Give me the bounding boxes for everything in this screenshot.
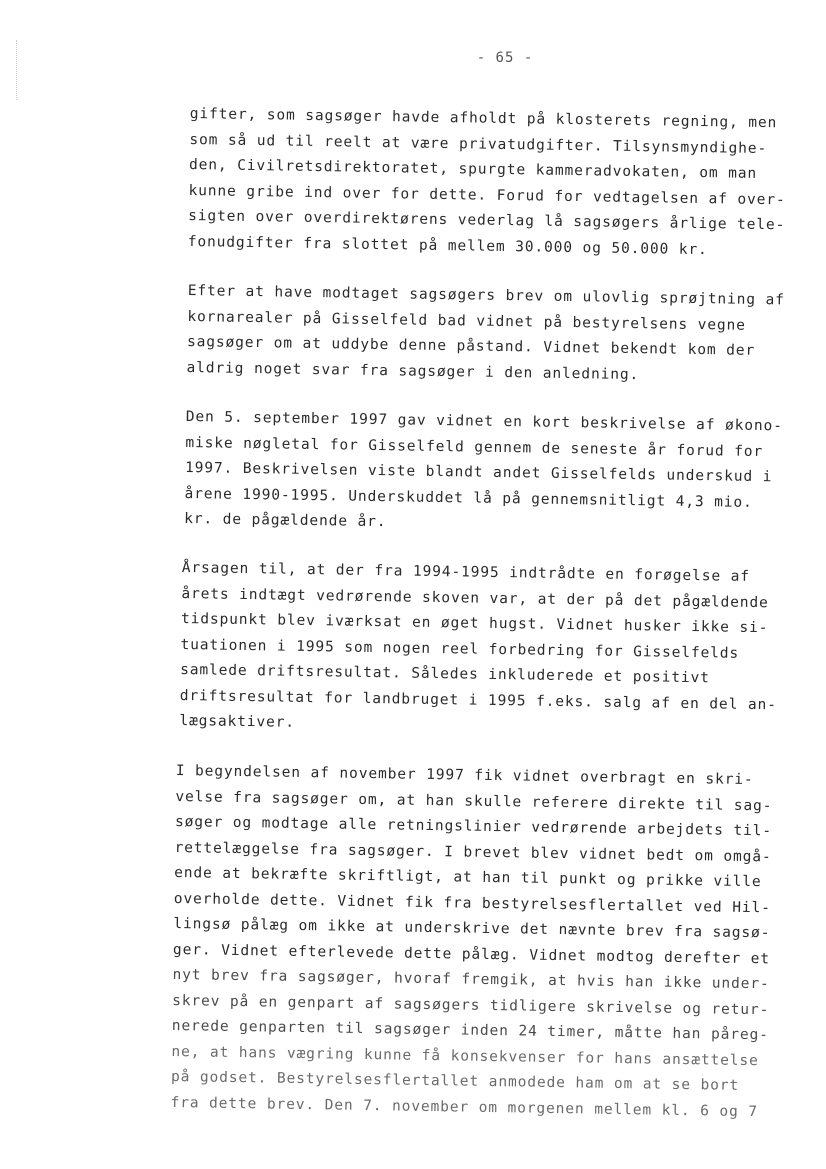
- paragraph-4: [179, 556, 779, 744]
- paragraph-3: [184, 405, 783, 542]
- text-line: Årsagen til, at der fra 1994-1995 indtrådte en forøgelse af: [181, 559, 751, 585]
- text-line: nyt brev fra sagsøger, hvoraf fremgik, at hvis han ikke under-: [172, 966, 770, 993]
- text-line: kr. de pågældende år.: [184, 510, 387, 531]
- paragraph-1: [188, 102, 787, 264]
- text-line: ger. Vidnet efterlevede dette pålæg. Vidnet modtog derefter et: [172, 941, 771, 967]
- scan-margin-marks: [16, 40, 23, 100]
- text-line: nerede genparten til sagsøger inden 24 timer, måtte han påreg-: [171, 1017, 769, 1044]
- text-line: sigten over overdirektørens vederlag lå sagsøgers årlige tele-: [188, 207, 786, 234]
- text-line: kornarealer på Gisselfeld bad vidnet på bestyrelsens vegne: [187, 308, 746, 334]
- text-line: rettelæggelse fra sagsøger. I brevet blev vidnet bedt om omgå-: [174, 839, 772, 865]
- text-line: 1997. Beskrivelsen viste blandt andet Gisselfelds underskud i: [184, 459, 773, 486]
- text-line: velse fra sagsøger om, at han skulle referere direkte til sag-: [175, 788, 773, 814]
- text-line: aldrig noget svar fra sagsøger i den anledning.: [186, 359, 640, 383]
- text-line: skrev på en genpart af sagsøgers tidligere skrivelse og retur-: [172, 992, 770, 1018]
- text-line: miske nøgletal for Gisselfeld gennem de seneste år forud for: [185, 434, 764, 460]
- text-line: lingsø pålæg om ikke at underskrive det nævnte brev fra sagsø-: [173, 915, 771, 942]
- text-line: Efter at have modtaget sagsøgers brev om ulovlig sprøjtning af: [187, 282, 785, 309]
- text-line: sagsøger om at uddybe denne påstand. Vidnet bekendt kom der: [186, 333, 756, 359]
- text-line: ende at bekræfte skriftligt, at han til punkt og prikke ville: [174, 864, 762, 891]
- text-line: lægsaktiver.: [179, 712, 296, 731]
- text-line: ne, at hans vægring kunne få konsekvenser for hans ansættelse: [171, 1043, 759, 1069]
- text-line: samlede driftsresultat. Således inkluderede et positivt: [180, 661, 710, 687]
- page-number: - 65 -: [476, 50, 534, 66]
- text-line: søger og modtage alle retningslinier vedrørende arbejdets til-: [174, 813, 773, 840]
- text-line: I begyndelsen af november 1997 fik vidnet overbragt en skri-: [175, 762, 754, 789]
- text-line: driftsresultat for landbruget i 1995 f.eks. salg af en del an-: [179, 687, 777, 713]
- text-line: tidspunkt blev iværksat en øget hugst. Vidnet husker ikke si-: [180, 610, 769, 637]
- text-line: som så ud til reelt at være privatudgifter. Tilsynsmyndighe-: [189, 131, 768, 157]
- text-line: overholde dette. Vidnet fik fra bestyrelsesflertallet ved Hil-: [173, 890, 771, 916]
- text-line: årets indtægt vedrørende skoven var, at der på det pågældende: [181, 585, 769, 611]
- text-line: Den 5. september 1997 gav vidnet en kort beskrivelse af økono-: [185, 408, 783, 435]
- text-line: fonudgifter fra slottet på mellem 30.000 og 50.000 kr.: [187, 233, 708, 258]
- text-line: kunne gribe ind over for dette. Forud for vedtagelsen af over-: [188, 182, 786, 208]
- text-line: gifter, som sagsøger havde afholdt på klosterets regning, men: [189, 105, 778, 132]
- paragraph-2: [186, 279, 785, 390]
- text-line: fra dette brev. Den 7. november om morgenen mellem kl. 6 og 7: [170, 1094, 759, 1120]
- text-line: den, Civilretsdirektoratet, spurgte kammeradvokaten, om man: [188, 156, 758, 182]
- text-line: på godset. Bestyrelsesflertallet anmodede ham om at se bort: [170, 1068, 740, 1094]
- paragraph-5: [170, 759, 773, 1125]
- text-line: tuationen i 1995 som nogen reel forbedring for Gisselfelds: [180, 636, 740, 662]
- text-line: årene 1990-1995. Underskuddet lå på gennemsnitligt 4,3 mio.: [184, 485, 753, 511]
